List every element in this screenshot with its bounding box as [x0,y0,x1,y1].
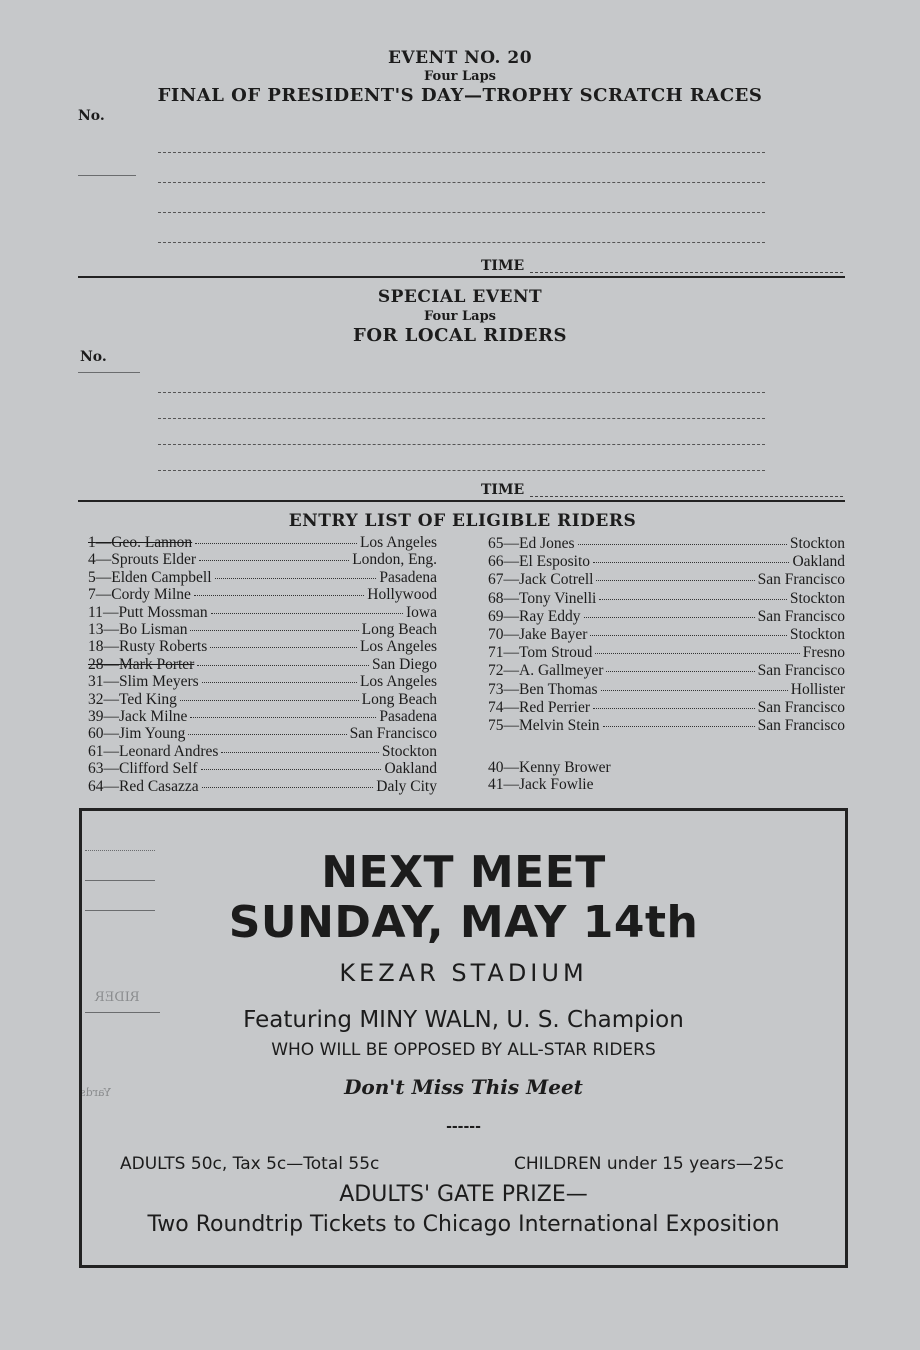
bleed-text-rider: RIDER [95,990,140,1005]
entry-line [158,242,765,243]
event20-subtitle: Four Laps [424,69,496,84]
list-item: 66—El Esposito Oakland [488,553,845,571]
list-item: 65—Ed Jones Stockton [488,535,845,552]
next-meet-box [79,808,848,1268]
event20-time-line [530,272,843,273]
special-time-label: TIME [481,482,525,498]
special-heading: FOR LOCAL RIDERS [353,325,567,346]
event20-time-label: TIME [481,258,525,274]
list-item: 7—Cordy Milne Hollywood [88,586,437,604]
entry-list-heading: ENTRY LIST OF ELIGIBLE RIDERS [288,511,637,531]
list-item: 31—Slim Meyers Los Angeles [88,673,437,691]
entry-line [158,392,765,393]
list-item: 72—A. Gallmeyer San Francisco [488,662,845,680]
list-item: 75—Melvin Stein San Francisco [488,717,845,735]
adult-price: ADULTS 50c, Tax 5c—Total 55c [120,1154,380,1174]
entry-line [158,152,765,153]
special-title: SPECIAL EVENT [377,287,543,307]
section-divider [78,276,845,278]
list-item: 5—Elden Campbell Pasadena [88,568,437,586]
list-item: 39—Jack Milne Pasadena [88,708,437,726]
entry-line [158,444,765,445]
event20-no-underline [78,175,136,176]
list-item: 74—Red Perrier San Francisco [488,698,845,716]
list-item: 69—Ray Eddy San Francisco [488,607,845,625]
separator: ------ [446,1119,481,1135]
entry-line [158,470,765,471]
list-item: 4—Sprouts Elder London, Eng. [88,551,437,569]
bleed-text-yards: Yards [80,1086,111,1099]
list-item: 32—Ted King Long Beach [88,690,437,708]
list-item: 73—Ben Thomas Hollister [488,680,845,698]
next-meet-title: NEXT MEET [321,847,606,898]
list-item: 67—Jack Cotrell San Francisco [488,571,845,589]
list-item: 18—Rusty Roberts Los Angeles [88,638,437,656]
stadium-name: KEZAR STADIUM [339,959,588,987]
children-price: CHILDREN under 15 years—25c [514,1154,784,1174]
special-subtitle: Four Laps [424,309,496,324]
event20-title: EVENT NO. 20 [387,48,533,68]
entry-list-extra [488,759,845,794]
list-item: 13—Bo Lisman Long Beach [88,621,437,639]
list-item: 11—Putt Mossman Iowa [88,603,437,621]
list-item: 68—Tony Vinelli Stockton [488,589,845,607]
dont-miss-line: Don't Miss This Meet [344,1075,583,1099]
opposed-line: WHO WILL BE OPPOSED BY ALL-STAR RIDERS [271,1040,656,1060]
list-item: 70—Jake Bayer Stockton [488,626,845,644]
entry-line [158,418,765,419]
list-item: 64—Red Casazza Daly City [88,777,437,795]
list-item: 28—Mark Porter San Diego [88,655,437,673]
list-item: 60—Jim Young San Francisco [88,725,437,743]
entry-line [158,182,765,183]
list-item: 40—Kenny Brower [488,759,611,776]
entry-list-left [88,534,437,795]
featuring-line: Featuring MINY WALN, U. S. Champion [243,1007,684,1033]
special-no-underline [78,372,140,373]
entry-list-right [488,535,845,735]
gate-prize-text: Two Roundtrip Tickets to Chicago International Exposition [147,1212,780,1237]
list-item: 1—Geo. Lannon Los Angeles [88,534,437,551]
next-meet-date: SUNDAY, MAY 14th [228,897,699,948]
special-no-label: No. [80,349,107,365]
list-item: 71—Tom Stroud Fresno [488,644,845,662]
list-item: 41—Jack Fowlie [488,776,594,794]
section-divider [78,500,845,502]
gate-prize-title: ADULTS' GATE PRIZE— [339,1182,588,1207]
special-time-line [530,496,843,497]
event20-no-label: No. [78,108,105,124]
entry-line [158,212,765,213]
list-item: 61—Leonard Andres Stockton [88,742,437,760]
event20-heading: FINAL OF PRESIDENT'S DAY—TROPHY SCRATCH RACES [157,85,763,106]
list-item: 63—Clifford Self Oakland [88,760,437,778]
